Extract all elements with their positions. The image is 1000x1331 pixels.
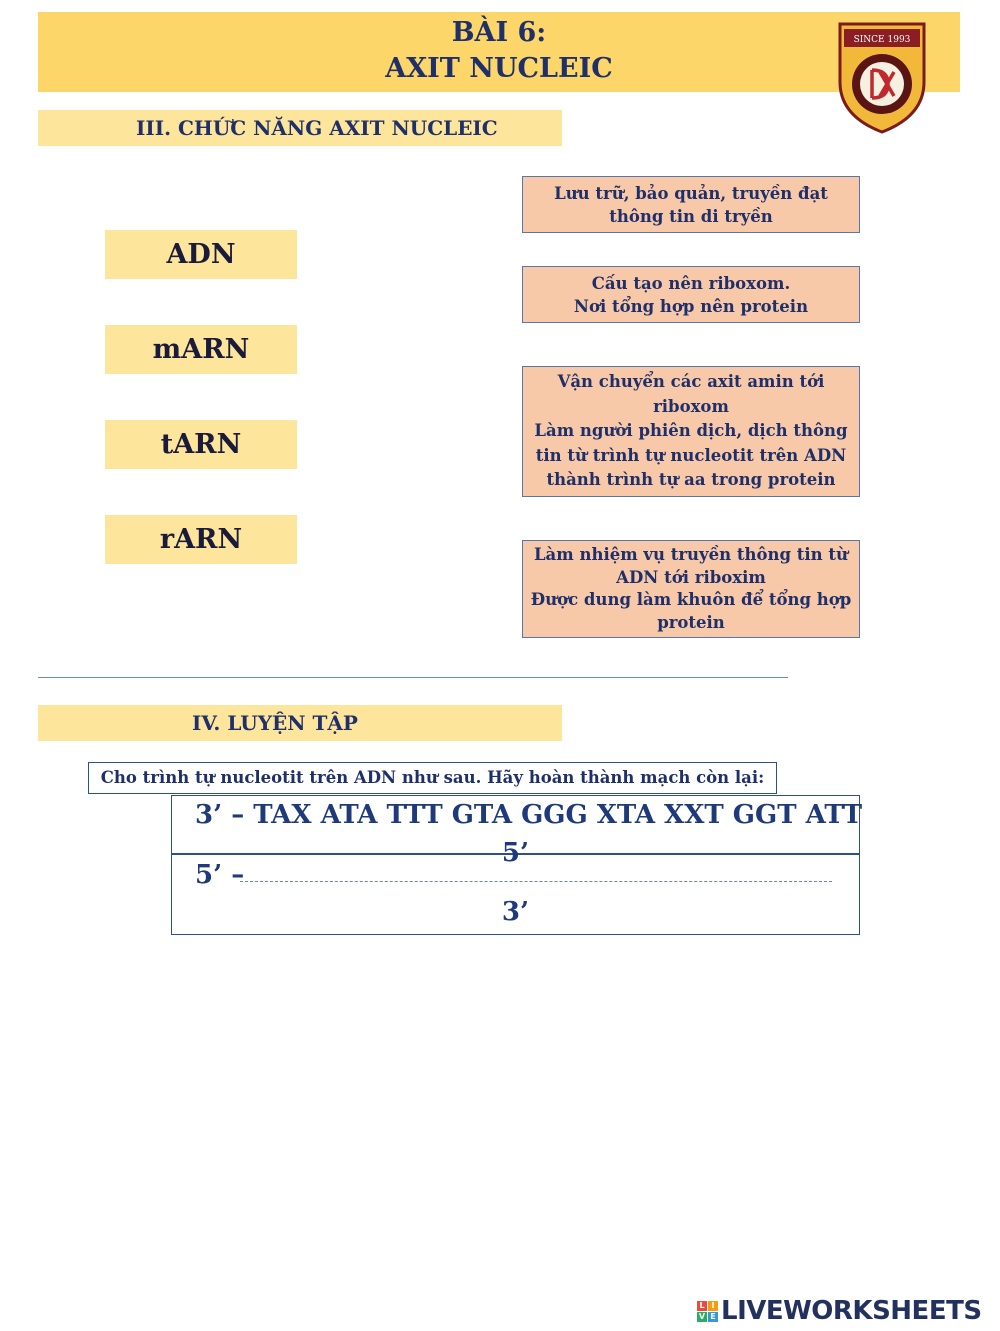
- answer-strand-end: 3’: [501, 897, 530, 927]
- function-line: ADN tới riboxim: [616, 567, 766, 587]
- function-box-1[interactable]: [522, 176, 860, 233]
- liveworksheets-brand[interactable]: [697, 1294, 982, 1328]
- brand-mark-letter: I: [708, 1301, 718, 1311]
- brand-mark-letter: E: [708, 1312, 718, 1322]
- function-box-4[interactable]: [522, 540, 860, 638]
- function-line: Lưu trữ, bảo quản, truyền đạt: [554, 183, 828, 203]
- exercise-instruction: Cho trình tự nucleotit trên ADN như sau. Hãy hoàn thành mạch còn lại:: [88, 762, 777, 794]
- term-adn[interactable]: ADN: [105, 230, 297, 279]
- function-line: Vận chuyển các axit amin tới: [557, 372, 825, 392]
- function-line: riboxom: [653, 396, 729, 416]
- function-line: Cấu tạo nên riboxom.: [591, 273, 791, 293]
- function-line: Làm nhiệm vụ truyền thông tin từ: [533, 545, 849, 564]
- section-heading-functions: III. CHỨC NĂNG AXIT NUCLEIC: [38, 110, 562, 146]
- brand-mark-letter: L: [697, 1301, 707, 1311]
- lesson-title: AXIT NUCLEIC: [385, 53, 613, 84]
- brand-mark-icon: [697, 1301, 718, 1322]
- answer-strand-input[interactable]: [240, 866, 832, 882]
- term-tarn[interactable]: tARN: [105, 420, 297, 469]
- brand-mark-letter: V: [698, 1311, 706, 1321]
- brand-text: LIVEWORKSHEETS: [721, 1296, 982, 1326]
- given-strand-end: 5’: [501, 838, 530, 868]
- function-line: thông tin di tryền: [609, 206, 773, 226]
- function-line: Nơi tổng hợp nên protein: [573, 296, 809, 316]
- term-rarn[interactable]: rARN: [105, 515, 297, 564]
- given-strand-sequence: 3’ – TAX ATA TTT GTA GGG XTA XXT GGT ATT: [195, 800, 863, 830]
- section-divider: [38, 677, 788, 678]
- function-line: Làm người phiên dịch, dịch thông: [534, 421, 848, 441]
- function-line: Được dung làm khuôn để tổng hợp: [530, 590, 852, 609]
- lesson-number: BÀI 6:: [451, 17, 547, 48]
- school-logo: [836, 20, 928, 134]
- function-line: protein: [657, 612, 725, 632]
- answer-strand-prefix: 5’ –: [195, 860, 245, 890]
- function-line: tin từ trình tự nucleotit trên ADN: [535, 445, 847, 465]
- section-heading-practice: IV. LUYỆN TẬP: [38, 705, 562, 741]
- function-line: thành trình tự aa trong protein: [546, 470, 836, 490]
- function-box-3[interactable]: [522, 366, 860, 497]
- logo-since-text: SINCE 1993: [853, 35, 911, 45]
- term-marn[interactable]: mARN: [105, 325, 297, 374]
- function-box-2[interactable]: [522, 266, 860, 323]
